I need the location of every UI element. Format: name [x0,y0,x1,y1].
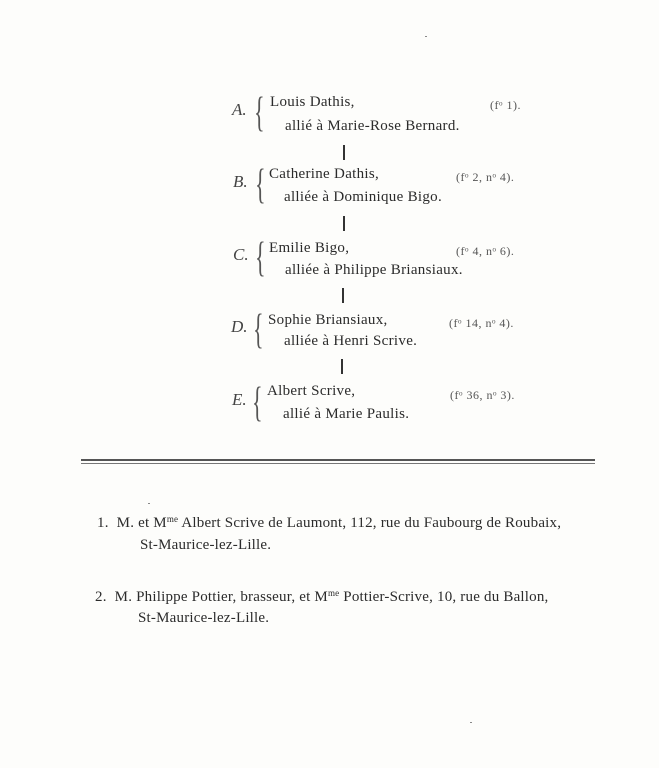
lineage-connector [342,288,344,303]
address-text: M. et M [116,515,167,531]
entry-name: Sophie Briansiaux, [268,312,388,328]
address-line [95,588,549,606]
entry-name: Emilie Bigo, [269,240,350,256]
brace-icon: { [255,160,266,208]
entry-spouse: allié à Marie-Rose Bernard. [285,118,460,134]
entry-name: Albert Scrive, [267,383,356,399]
scan-speck [470,722,472,723]
scan-speck [148,503,150,504]
brace-icon: { [255,233,266,281]
entry-letter: E. [232,390,247,409]
entry-letter: B. [233,172,248,191]
entry-reference: (fᵒ 14, nᵒ 4). [449,316,514,330]
address-superscript: me [166,514,179,524]
divider-rule [81,463,595,464]
entry-letter: C. [233,245,249,264]
entry-name: Louis Dathis, [270,94,355,110]
address-text: Pottier-Scrive, 10, rue du Ballon, [339,589,549,605]
entry-spouse: allié à Marie Paulis. [283,406,410,422]
entry-reference: (fᵒ 4, nᵒ 6). [456,244,515,258]
address-city: St-Maurice-lez-Lille. [140,537,272,553]
address-text: M. Philippe Pottier, brasseur, et M [114,589,328,605]
address-number: 1. [97,515,109,531]
address-number: 2. [95,589,107,605]
divider-rule [81,459,595,461]
entry-spouse: alliée à Dominique Bigo. [284,189,442,205]
lineage-connector [341,359,343,374]
brace-icon: { [253,305,264,353]
scan-speck [425,36,427,37]
entry-spouse: alliée à Philippe Briansiaux. [285,262,463,278]
entry-reference: (fᵒ 36, nᵒ 3). [450,388,515,402]
address-city: St-Maurice-lez-Lille. [138,610,270,626]
entry-reference: (fᵒ 2, nᵒ 4). [456,170,515,184]
entry-reference: (fᵒ 1). [490,98,521,112]
address-superscript: me [327,588,340,598]
brace-icon: { [252,378,263,426]
lineage-connector [343,216,345,231]
address-line [97,514,561,532]
lineage-connector [343,145,345,160]
entry-name: Catherine Dathis, [269,166,380,182]
brace-icon: { [254,88,265,136]
entry-letter: D. [231,317,248,336]
entry-letter: A. [232,100,247,119]
address-text: Albert Scrive de Laumont, 112, rue du Faubourg de Roubaix, [178,515,562,531]
entry-spouse: alliée à Henri Scrive. [284,333,418,349]
